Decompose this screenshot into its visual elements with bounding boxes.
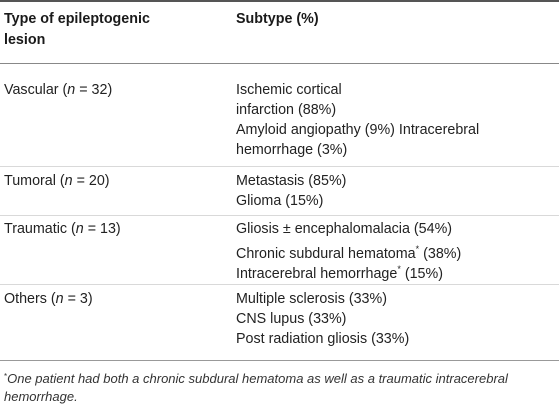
header-type-line2: lesion <box>4 32 46 48</box>
table-footnote <box>4 370 554 406</box>
header-type-line1: Type of epileptogenic <box>4 11 150 27</box>
row-tumoral-type: Tumoral (n = 20) <box>4 173 110 189</box>
row-divider <box>0 215 559 216</box>
row-others-subtype-3: Post radiation gliosis (33%) <box>236 331 410 347</box>
row-vascular-subtype-4: hemorrhage (3%) <box>236 142 348 158</box>
row-traumatic-subtype-3: Intracerebral hemorrhage* (15%) <box>236 264 443 282</box>
row-divider <box>0 166 559 167</box>
row-tumoral-subtype-1: Metastasis (85%) <box>236 173 347 189</box>
row-tumoral-subtype-2: Glioma (15%) <box>236 193 324 209</box>
row-traumatic-subtype-1: Gliosis ± encephalomalacia (54%) <box>236 221 453 237</box>
row-traumatic-subtype-2: Chronic subdural hematoma* (38%) <box>236 244 462 262</box>
row-traumatic-type: Traumatic (n = 13) <box>4 221 121 237</box>
table-top-rule <box>0 0 559 2</box>
row-vascular-type: Vascular (n = 32) <box>4 82 113 98</box>
header-rule <box>0 63 559 64</box>
row-others-type: Others (n = 3) <box>4 291 93 307</box>
footnote-line2: hemorrhage. <box>4 389 78 404</box>
table-bottom-rule <box>0 360 559 361</box>
row-vascular-subtype-3: Amyloid angiopathy (9%) Intracerebral <box>236 122 480 138</box>
row-vascular-subtype-2: infarction (88%) <box>236 102 337 118</box>
row-others-subtype-2: CNS lupus (33%) <box>236 311 347 327</box>
footnote-line1: One patient had both a chronic subdural hematoma as well as a traumatic intracerebral <box>7 371 508 386</box>
footnote-marker: * <box>4 372 8 381</box>
header-subtype: Subtype (%) <box>236 11 319 27</box>
row-others-subtype-1: Multiple sclerosis (33%) <box>236 291 387 307</box>
row-vascular-subtype-1: Ischemic cortical <box>236 82 342 98</box>
row-divider <box>0 284 559 285</box>
